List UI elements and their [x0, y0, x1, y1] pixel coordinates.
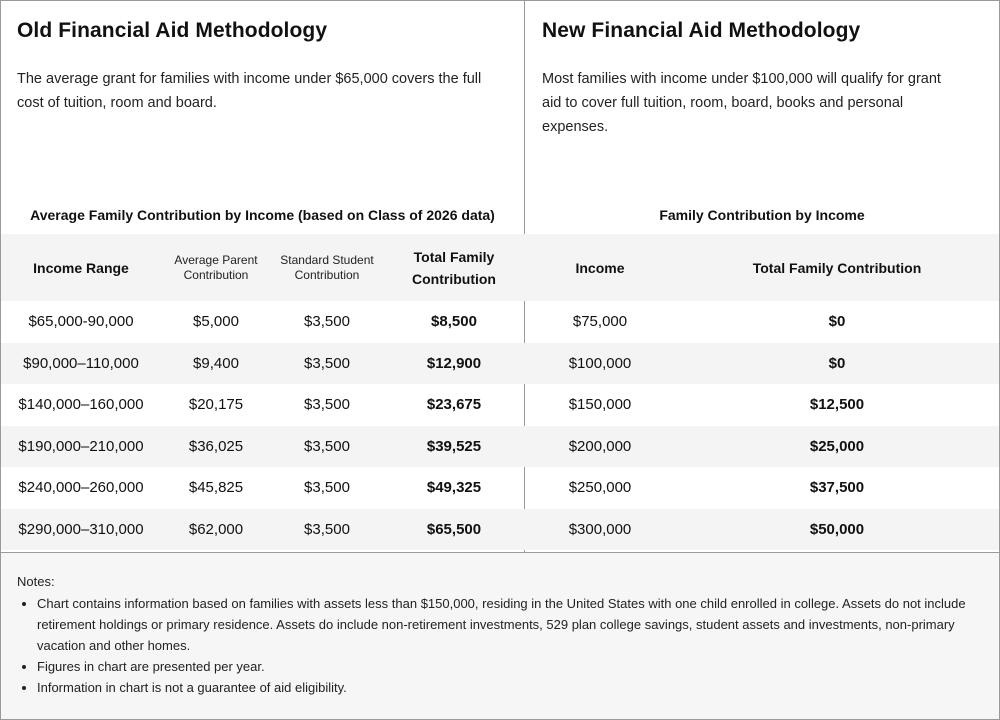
methodology-columns — [1, 1, 999, 553]
parent-contribution-cell: $62,000 — [161, 509, 271, 551]
income-cell: $75,000 — [572, 313, 628, 331]
new-methodology-title: New Financial Aid Methodology — [542, 19, 861, 42]
notes-section — [1, 553, 999, 719]
total-contribution-cell: $12,900 — [383, 343, 525, 385]
table-row — [1, 426, 525, 468]
table-row — [1, 301, 525, 343]
header-total-family-contribution: Total Family Contribution — [383, 234, 525, 301]
parent-contribution-cell: $36,025 — [161, 426, 271, 468]
income-range-cell: $190,000–210,000 — [1, 426, 161, 468]
new-methodology-header — [525, 1, 999, 196]
total-contribution-cell: $49,325 — [426, 479, 482, 497]
table-row — [525, 301, 999, 343]
notes-list — [17, 593, 983, 698]
new-table-caption: Family Contribution by Income — [659, 207, 865, 223]
total-contribution-cell: $50,000 — [675, 509, 999, 551]
table-row — [525, 467, 999, 509]
income-cell: $300,000 — [525, 509, 675, 551]
total-contribution-cell: $65,500 — [383, 509, 525, 551]
total-contribution-cell: $25,000 — [675, 426, 999, 468]
total-contribution-cell: $39,525 — [383, 426, 525, 468]
income-cell: $200,000 — [525, 426, 675, 468]
old-table-caption: Average Family Contribution by Income (based on Class of 2026 data) — [30, 207, 495, 223]
parent-contribution-cell: $45,825 — [188, 479, 244, 497]
new-contribution-table — [525, 234, 999, 550]
old-methodology-title: Old Financial Aid Methodology — [17, 19, 328, 42]
new-table-header-row — [525, 234, 999, 301]
income-range-cell: $140,000–160,000 — [18, 396, 144, 414]
table-row — [1, 467, 525, 509]
list-item: • Information in chart is not a guarantee of aid eligibility. — [37, 677, 983, 698]
header-income-range: Income Range — [1, 234, 161, 301]
total-contribution-cell: $0 — [828, 313, 846, 331]
student-contribution-cell: $3,500 — [304, 479, 350, 497]
list-item: • Chart contains information based on families with assets less than $150,000, residing in the United States with one child enrolled in college. Assets do not include retirement holdings or primary residence. Assets do include non-retirement investments, 529 plan college savings, student assets and investments, non-primary vacation and other homes. — [37, 593, 983, 656]
income-range-cell: $65,000-90,000 — [28, 313, 134, 331]
income-range-cell: $240,000–260,000 — [18, 479, 144, 497]
total-contribution-cell: $37,500 — [809, 479, 865, 497]
parent-contribution-cell: $9,400 — [161, 343, 271, 385]
new-methodology-description: Most families with income under $100,000 will qualify for grant aid to cover full tuition, room, board, books and personal expenses. — [542, 71, 941, 135]
header-income: Income — [525, 234, 675, 301]
old-contribution-table — [1, 234, 525, 550]
income-range-cell: $90,000–110,000 — [1, 343, 161, 385]
student-contribution-cell: $3,500 — [271, 509, 383, 551]
income-range-cell: $290,000–310,000 — [1, 509, 161, 551]
total-contribution-cell: $23,675 — [426, 396, 482, 414]
income-cell: $150,000 — [568, 396, 632, 414]
income-cell: $250,000 — [568, 479, 632, 497]
total-contribution-cell: $12,500 — [809, 396, 865, 414]
income-cell: $100,000 — [525, 343, 675, 385]
student-contribution-cell: $3,500 — [271, 343, 383, 385]
table-row — [1, 509, 525, 551]
header-average-parent-contribution: Average Parent Contribution — [161, 234, 271, 301]
total-contribution-cell: $0 — [675, 343, 999, 385]
old-table-header-row — [1, 234, 525, 301]
old-methodology-panel — [1, 1, 525, 552]
header-total-family-contribution: Total Family Contribution — [675, 234, 999, 301]
header-standard-student-contribution: Standard Student Contribution — [271, 234, 383, 301]
table-row — [525, 384, 999, 426]
list-item: • Figures in chart are presented per year. — [37, 656, 983, 677]
parent-contribution-cell: $5,000 — [193, 313, 239, 331]
student-contribution-cell: $3,500 — [304, 313, 350, 331]
old-methodology-description: The average grant for families with income under $65,000 covers the full cost of tuition, room and board. — [17, 71, 482, 111]
table-row — [525, 343, 999, 385]
total-contribution-cell: $8,500 — [431, 313, 477, 331]
table-row — [525, 509, 999, 551]
parent-contribution-cell: $20,175 — [188, 396, 244, 414]
table-row — [1, 343, 525, 385]
table-row — [1, 384, 525, 426]
student-contribution-cell: $3,500 — [271, 426, 383, 468]
new-methodology-panel — [525, 1, 999, 552]
student-contribution-cell: $3,500 — [304, 396, 350, 414]
old-methodology-header — [1, 1, 524, 196]
notes-title: Notes: — [17, 574, 55, 589]
table-row — [525, 426, 999, 468]
